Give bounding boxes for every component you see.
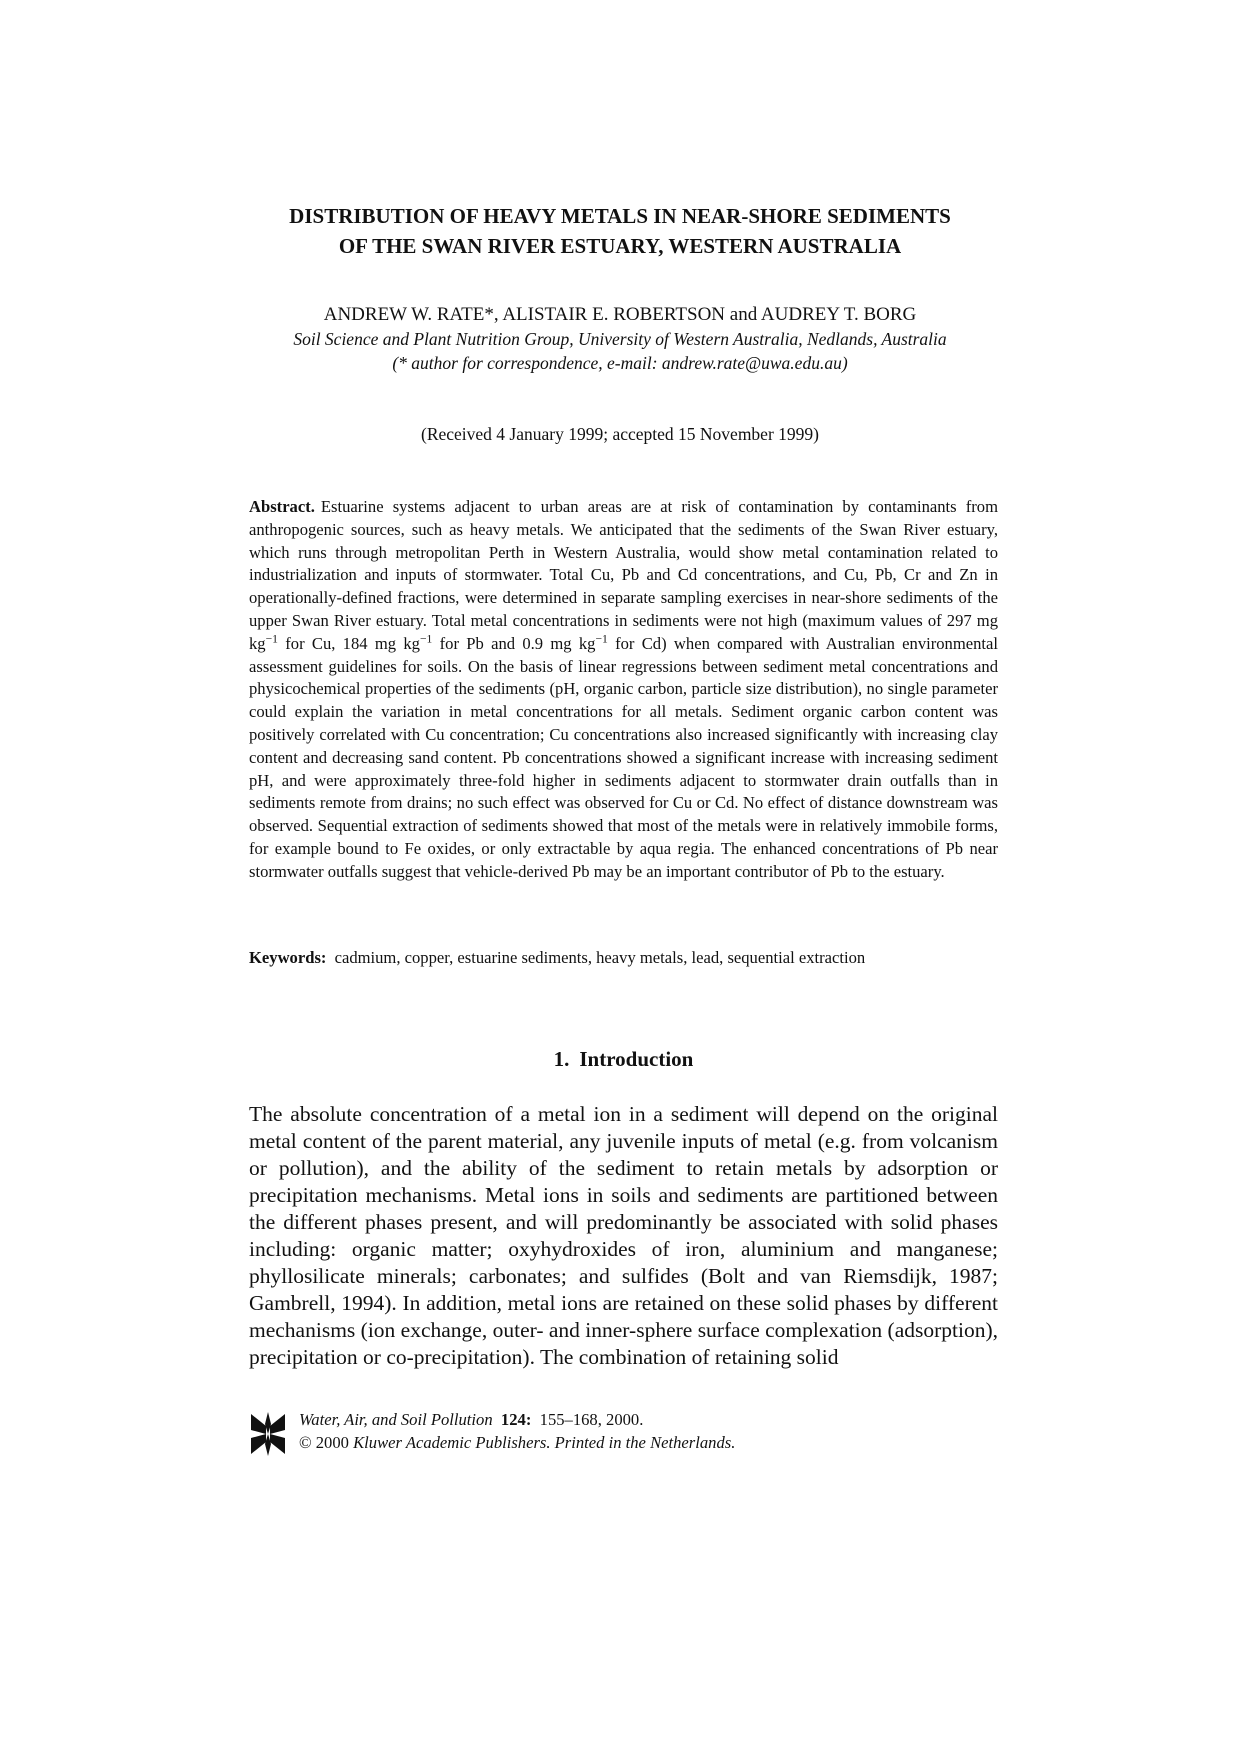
- footer-text: [299, 1408, 735, 1454]
- section-number: 1.: [553, 1047, 570, 1071]
- journal-name: Water, Air, and Soil Pollution: [299, 1410, 493, 1429]
- journal-citation: [299, 1408, 735, 1431]
- abstract-sup-3: −1: [595, 632, 608, 646]
- abstract-text-3: for Pb and 0.9 mg kg: [432, 633, 596, 653]
- paper-title: [200, 201, 1040, 261]
- affiliation-line-1: Soil Science and Plant Nutrition Group, University of Western Australia, Nedlands, Australia: [293, 329, 947, 349]
- introduction-body: [249, 1101, 998, 1371]
- keywords: [249, 947, 998, 970]
- keywords-text: cadmium, copper, estuarine sediments, heavy metals, lead, sequential extraction: [334, 948, 866, 967]
- publication-footer: [249, 1408, 849, 1464]
- journal-pages: 155–168, 2000.: [539, 1410, 644, 1429]
- received-dates: (Received 4 January 1999; accepted 15 November 1999): [421, 424, 819, 444]
- abstract-sup-1: −1: [265, 632, 278, 646]
- copyright-year: © 2000: [299, 1433, 349, 1452]
- abstract: [249, 496, 998, 884]
- keywords-label: Keywords:: [249, 948, 327, 967]
- abstract-label: Abstract.: [249, 497, 315, 516]
- introduction-paragraph: The absolute concentration of a metal ion in a sediment will depend on the original metal content of the parent material, any juvenile inputs of metal (e.g. from volcanism or pollution), and the ability of the sediment to retain metals by adsorption or precipitation mechanisms. Metal ions in soils and sediments are partitioned between the different phases present, and will predominantly be associated with solid phases including: organic matter; oxyhydroxides of iron, aluminium and manganese; phyllosilicate minerals; carbonates; and sulfides (Bolt and van Riemsdijk, 1987; Gambrell, 1994). In addition, metal ions are retained on these solid phases by different mechanisms (ion exchange, outer- and inner-sphere surface complexation (adsorption), precipitation or co-precipitation). The combination of retaining solid: [249, 1102, 998, 1369]
- correspondence-line: (* author for correspondence, e-mail: andrew.rate@uwa.edu.au): [392, 353, 848, 373]
- abstract-text-4: for Cd) when compared with Australian environmental assessment guidelines for soils. On the basis of linear regressions between sediment metal concentrations and physicochemical properties of the sediments (pH, organic carbon, particle size distribution), no single parameter could explain the variation in metal concentrations for all metals. Sediment organic carbon content was positively correlated with Cu concentration; Cu concentrations also increased significantly with increasing clay content and decreasing sand content. Pb concentrations showed a significant increase with increasing sediment pH, and were approximately three-fold higher in sediments adjacent to stormwater drain outfalls than in sediments remote from drains; no such effect was observed for Cu or Cd. No effect of distance downstream was observed. Sequential extraction of sediments showed that most of the metals were in relatively immobile forms, for example bound to Fe oxides, or only extractable by aqua regia. The enhanced concentrations of Pb near stormwater outfalls suggest that vehicle-derived Pb may be an important contributor of Pb to the estuary.: [249, 633, 998, 881]
- title-line-1: DISTRIBUTION OF HEAVY METALS IN NEAR-SHORE SEDIMENTS: [289, 204, 951, 228]
- title-line-2: OF THE SWAN RIVER ESTUARY, WESTERN AUSTRALIA: [338, 234, 902, 258]
- journal-volume: 124:: [500, 1410, 532, 1429]
- copyright-line: [299, 1431, 735, 1454]
- abstract-sup-2: −1: [419, 632, 433, 646]
- author-list: ANDREW W. RATE*, ALISTAIR E. ROBERTSON and AUDREY T. BORG: [323, 304, 917, 325]
- section-title: Introduction: [579, 1047, 694, 1071]
- abstract-text-2: for Cu, 184 mg kg: [277, 633, 420, 653]
- affiliation: [200, 327, 1040, 375]
- publisher-name: Kluwer Academic Publishers. Printed in the Netherlands.: [353, 1433, 736, 1452]
- kluwer-logo-icon: [249, 1410, 287, 1458]
- section-heading: [249, 1045, 998, 1073]
- abstract-text-1: Estuarine systems adjacent to urban areas are at risk of contamination by contaminants from anthropogenic sources, such as heavy metals. We anticipated that the sediments of the Swan River estuary, which runs through metropolitan Perth in Western Australia, would show metal contamination related to industrialization and inputs of stormwater. Total Cu, Pb and Cd concentrations, and Cu, Pb, Cr and Zn in operationally-defined fractions, were determined in separate sampling exercises in near-shore sediments of the upper Swan River estuary. Total metal concentrations in sediments were not high (maximum values of 297 mg kg: [249, 497, 998, 653]
